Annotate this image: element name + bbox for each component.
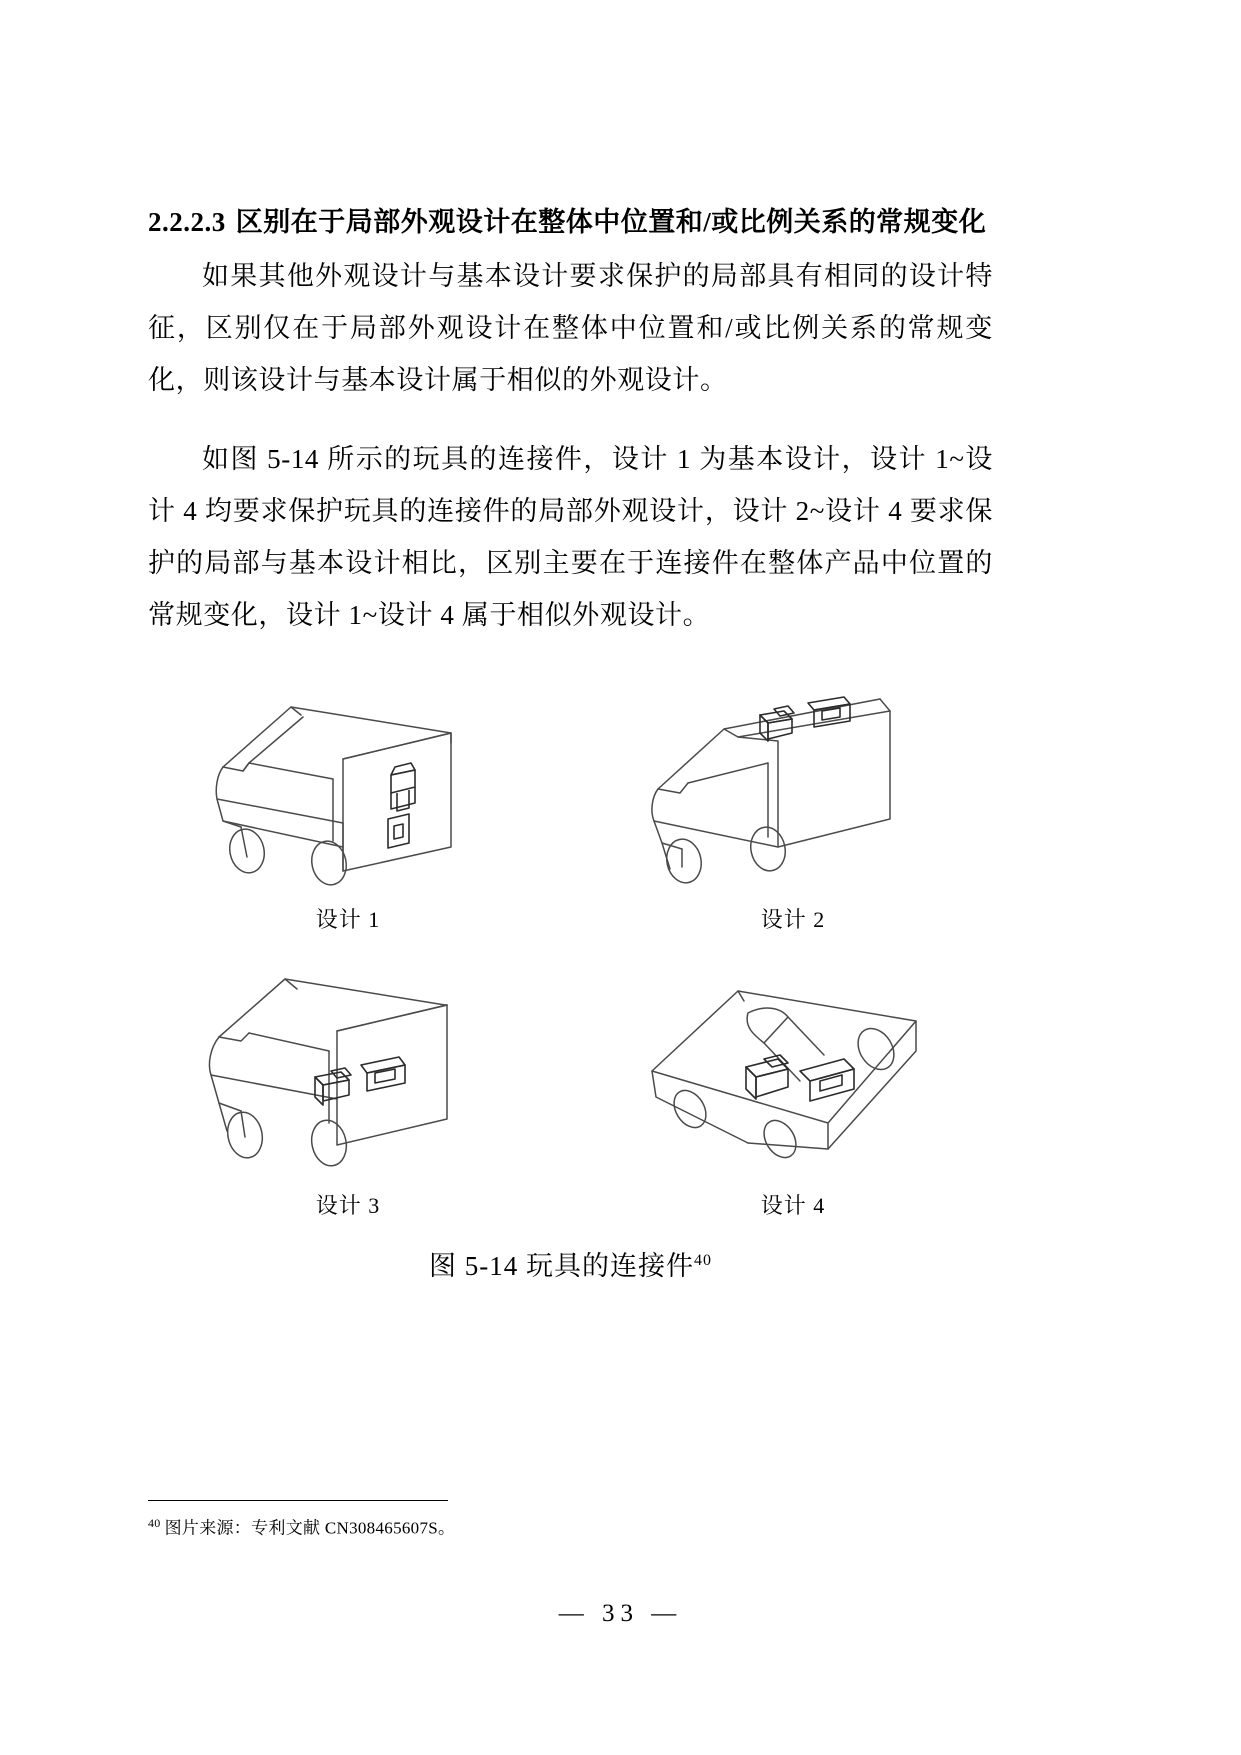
- figure-item-design-3: [148, 947, 548, 1223]
- figure-row-top: [148, 671, 993, 937]
- figure-caption-2: 设计 2: [760, 907, 826, 932]
- figure-title-footnote-mark: 40: [694, 1252, 712, 1269]
- toy-truck-illustration-3: [183, 947, 513, 1187]
- figure-caption-1: 设计 1: [315, 907, 381, 932]
- footnote-area: [148, 1500, 993, 1541]
- footnote-divider: [148, 1500, 448, 1501]
- footnote-text: 图片来源：专利文献 CN308465607S。: [164, 1518, 456, 1538]
- paragraph-2: 如图 5-14 所示的玩具的连接件，设计 1 为基本设计，设计 1~设计 4 均要求保护玩具的连接件的局部外观设计，设计 2~设计 4 要求保护的局部与基本设计相比，区别主要在于连接件在整体产品中位置的常规变化，设计 1~设计 4 属于相似外观设计。: [148, 444, 993, 630]
- page-content: [148, 196, 993, 1286]
- toy-truck-illustration-1: [183, 671, 513, 901]
- figure-caption-3: 设计 3: [315, 1193, 381, 1218]
- section-heading: [148, 196, 993, 248]
- paragraph-1: 如果其他外观设计与基本设计要求保护的局部具有相同的设计特征，区别仅在于局部外观设计在整体中位置和/或比例关系的常规变化，则该设计与基本设计属于相似的外观设计。: [148, 261, 993, 395]
- page-number: — 33 —: [558, 1600, 683, 1627]
- figure-title: [148, 1241, 993, 1286]
- section-number: 2.2.2.3: [148, 207, 226, 237]
- figure-item-design-2: [593, 671, 993, 937]
- section-heading-text: 区别在于局部外观设计在整体中位置和/或比例关系的常规变化: [235, 207, 987, 237]
- footnote-mark: 40: [148, 1516, 161, 1530]
- toy-truck-illustration-4: [628, 947, 958, 1187]
- figure-item-design-4: [593, 947, 993, 1223]
- figure-row-bottom: [148, 947, 993, 1223]
- figure-caption-4: 设计 4: [760, 1193, 826, 1218]
- toy-truck-illustration-2: [628, 671, 958, 901]
- figure-5-14: [148, 671, 993, 1286]
- figure-title-text: 图 5-14 玩具的连接件: [429, 1251, 694, 1281]
- figure-item-design-1: [148, 671, 548, 937]
- footnote-entry: [148, 1511, 993, 1541]
